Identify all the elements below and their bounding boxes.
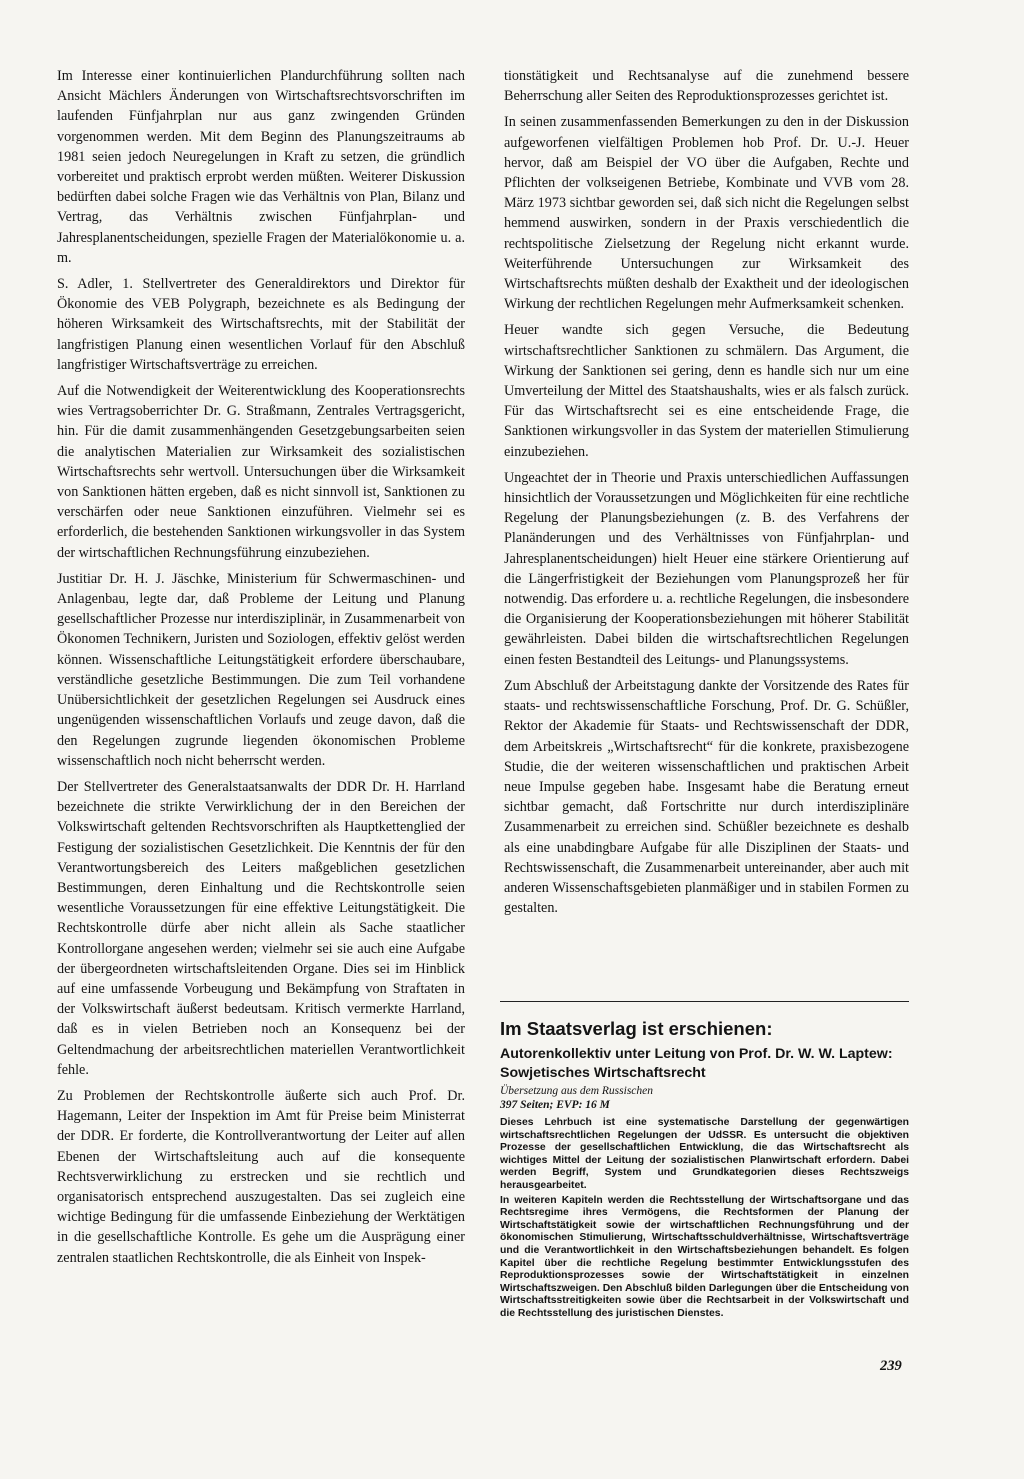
- paragraph: tionstätigkeit und Rechtsanalyse auf die zunehmend bessere Beherrschung aller Seiten des Reproduktionsprozesses gerichtet ist.: [504, 68, 909, 105]
- paragraph: Im Interesse einer kontinuierlichen Plandurchführung sollten nach Ansicht Mächlers Änderungen von Wirtschaftsrechtsvorschriften im laufenden Fünfjahrplan nur aus ganz zwingenden Gründen vorgenommen werden. Mit dem Beginn des Planungszeitraums ab 1981 seien jedoch Neuregelungen in Kraft zu setzen, die gründlich vorbereitet und praktisch erprobt werden müßten. Weiterer Diskussion bedürften dabei solche Fragen wie das Verhältnis von Plan, Bilanz und Vertrag, das Verhältnis zwischen Fünfjahrplan- und Jahresplanentscheidungen, spezielle Fragen der Materialökonomie u. a. m.: [57, 68, 465, 266]
- announcement-heading: Im Staatsverlag ist erschienen:: [500, 1018, 773, 1039]
- paragraph: Zu Problemen der Rechtskontrolle äußerte sich auch Prof. Dr. Hagemann, Leiter der Inspektion im Amt für Preise beim Ministerrat der DDR. Er forderte, die Kontrollverantwortung der Leiter auf allen Ebenen der Wirtschaftsleitung auch auf die konsequente Rechtsverwirklichung zu erstrecken und sie rechtlich und organisatorisch entsprechend auszugestalten. Das sei zugleich eine wichtige Bedingung für die umfassende Einbeziehung der Werktätigen in die gesellschaftliche Kontrolle. Es gehe um die Ausprägung einer zentralen staatlichen Rechtskontrolle, die als Einheit von Inspek-: [57, 1087, 465, 1266]
- paragraph: Auf die Notwendigkeit der Weiterentwicklung des Kooperationsrechts wies Vertragsoberrichter Dr. G. Straßmann, Zentrales Vertragsgericht, hin. Für die damit zusammenhängenden Gesetzgebungsarbeiten seien die analytischen Materialien zur Wirksamkeit des sozialistischen Wirtschaftsrechts sehr wertvoll. Untersuchungen über die Wirksamkeit von Sanktionen hätten ergeben, daß es nicht sinnvoll ist, Sanktionen zu verschärfen oder neue Sanktionen einzuführen. Vielmehr sei es erforderlich, die bestehenden Sanktionen wirkungsvoller in das System der wirtschaftlichen Rechnungsführung einzubeziehen.: [57, 383, 465, 561]
- paragraph: Ungeachtet der in Theorie und Praxis unterschiedlichen Auffassungen hinsichtlich der Voraussetzungen und Möglichkeiten für eine rechtliche Regelung der Planungsbeziehungen (z. B. des Verfahrens der Planänderungen und des Verhältnisses von Fünfjahrplan- und Jahresplanentscheidungen) hielt Heuer eine stärkere Orientierung auf die Längerfristigkeit der Beziehungen vom Planungsprozeß her für notwendig. Das erfordere u. a. rechtliche Regelungen, die insbesondere die Organisierung der Kooperationsbeziehungen mit höherer Stabilität gewährleisten. Dabei bilden die wirtschaftsrechtlichen Regelungen einen festen Bestandteil des Leitungs- und Planungssystems.: [504, 469, 909, 668]
- page-number: 239: [880, 1358, 902, 1374]
- left-text-column: [57, 66, 465, 1274]
- section-divider: [500, 1001, 909, 1002]
- book-subtitle: Übersetzung aus dem Russischen: [500, 1085, 653, 1097]
- paragraph: Heuer wandte sich gegen Versuche, die Bedeutung wirtschaftsrechtlicher Sanktionen zu schmälern. Das Argument, die Wirkung der Sanktionen sei gering, denn es handle sich nur um eine Umverteilung der Mittel des Staatshaushalts, wies er als falsch zurück. Für das Wirtschaftsrecht sei es eine entscheidende Frage, die Sanktionen wirkungsvoller in das System der materiellen Stimulierung einzubeziehen.: [504, 322, 909, 460]
- paragraph: In seinen zusammenfassenden Bemerkungen zu den in der Diskussion aufgeworfenen vielfältigen Problemen hob Prof. Dr. U.-J. Heuer hervor, daß am Beispiel der VO über die Aufgaben, Rechte und Pflichten der volkseigenen Betriebe, Kombinate und VVB vom 28. März 1973 sichtbar geworden sei, daß sich nicht die Regelungen selbst hemmend auswirken, sondern in der Praxis verschiedentlich die rechtspolitische Zielsetzung der Regelung nicht erkannt wurde. Weiterführende Untersuchungen zur Wirksamkeit des Wirtschaftsrechts müßten deshalb der Exaktheit und der ideologischen Wirkung der rechtlichen Regelungen mehr Aufmerksamkeit schenken.: [504, 114, 909, 313]
- paragraph: Justitiar Dr. H. J. Jäschke, Ministerium für Schwermaschinen- und Anlagenbau, legte dar, daß Probleme der Leitung und Planung gesellschaftlicher Prozesse nur interdisziplinär, in Zusammenarbeit von Ökonomen Technikern, Juristen und Soziologen, effektiv gelöst werden können. Wissenschaftliche Leitungstätigkeit erfordere überschaubare, verständliche gesetzliche Bestimmungen. Die zum Teil vorhandene Unübersichtlichkeit der gesetzlichen Regelungen sei Ausdruck eines ungenügenden wissenschaftlichen Vorlaufs und zeuge davon, daß die den Regelungen zugrunde liegenden ökonomischen Probleme wissenschaftlich noch nicht beherrscht werden.: [57, 570, 465, 769]
- book-description: In weiteren Kapiteln werden die Rechtsstellung der Wirtschaftsorgane und das Rechtsregime ihres Vermögens, die Rechtsformen der Planung der Wirtschaftstätigkeit sowie der wirtschaftlichen Rechnungsführung und der ökonomischen Stimulierung, Wirtschaftsschuldverhältnisse, Wirtschaftsverträge und die Verantwortlichkeit in den Wirtschaftsbeziehungen behandelt. Es folgen Kapitel über die rechtliche Regelung bestimmter Entwicklungsstufen des Reproduktionsprozesses sowie der Wirtschaftstätigkeit in einzelnen Wirtschaftszweigen. Den Abschluß bilden Darlegungen über die Entscheidung von Wirtschaftsstreitigkeiten sowie über die Rechtsarbeit in der Volkswirtschaft und die Rechtsstellung des juristischen Dienstes.: [500, 1194, 909, 1319]
- paragraph: Der Stellvertreter des Generalstaatsanwalts der DDR Dr. H. Harrland bezeichnete die strikte Verwirklichung der in den Bereichen der Volkswirtschaft geltenden Rechtsvorschriften als Hauptkettenglied der Festigung der sozialistischen Gesetzlichkeit. Die Kenntnis der für den Verantwortungsbereich des Leiters maßgeblichen gesetzlichen Bestimmungen, deren Einhaltung und die Rechtskontrolle seien wesentliche Voraussetzungen für eine effektive Leitungstätigkeit. Die Rechtskontrolle dürfe aber nicht allein als Sache staatlicher Kontrollorgane angesehen werden; vielmehr sei sie auch eine Aufgabe der übergeordneten wirtschaftsleitenden Organe. Dies sei im Hinblick auf eine umfassende Vorbeugung und Bekämpfung von Straftaten in der Volkswirtschaft äußerst bedeutsam. Kritisch vermerkte Harrland, daß es in vielen Betrieben noch an Konsequenz bei der Geltendmachung der arbeitsrechtlichen materiellen Verantwortlichkeit fehle.: [57, 778, 465, 1078]
- right-text-column: [504, 66, 909, 924]
- book-authors: Autorenkollektiv unter Leitung von Prof. Dr. W. W. Laptew:: [500, 1046, 893, 1062]
- publisher-announcement: [500, 1018, 909, 1323]
- book-description: Dieses Lehrbuch ist eine systematische Darstellung der gegenwärtigen wirtschaftsrechtlichen Regelungen der UdSSR. Es untersucht die objektiven Prozesse der gesellschaftlichen Entwicklung, die das Wirtschaftsrecht als wichtiges Mittel der Leitung der sozialistischen Planwirtschaft erfordern. Dabei werden Begriff, System und Grundkategorien dieses Rechtszweigs herausgearbeitet.: [500, 1117, 909, 1191]
- book-title: Sowjetisches Wirtschaftsrecht: [500, 1065, 706, 1081]
- paragraph: Zum Abschluß der Arbeitstagung dankte der Vorsitzende des Rates für staats- und rechtswissenschaftliche Forschung, Prof. Dr. G. Schüßler, Rektor der Akademie für Staats- und Rechtswissenschaft der DDR, dem Arbeitskreis „Wirtschaftsrecht“ für die konkrete, praxisbezogene Studie, die der weiteren wissenschaftlichen und praktischen Arbeit neue Impulse gegeben habe. Insgesamt habe die Beratung erneut sichtbar gemacht, daß Fortschritte nur durch interdisziplinäre Zusammenarbeit zu erreichen sind. Schüßler bezeichnete es deshalb als eine unabdingbare Aufgabe für alle Disziplinen der Staats- und Rechtswissenschaft, die Zusammenarbeit untereinander, aber auch mit anderen Wissenschaftsgebieten planmäßiger und in stabilen Formen zu gestalten.: [504, 677, 909, 917]
- paragraph: S. Adler, 1. Stellvertreter des Generaldirektors und Direktor für Ökonomie des VEB Polygraph, bezeichnete es als Bedingung der höheren Wirksamkeit des Wirtschaftsrechts, mit der Stabilität der langfristigen Planung einen wesentlichen Vorlauf für den Abschluß langfristiger Wirtschaftsverträge zu erreichen.: [57, 276, 465, 373]
- book-details: 397 Seiten; EVP: 16 M: [500, 1099, 610, 1111]
